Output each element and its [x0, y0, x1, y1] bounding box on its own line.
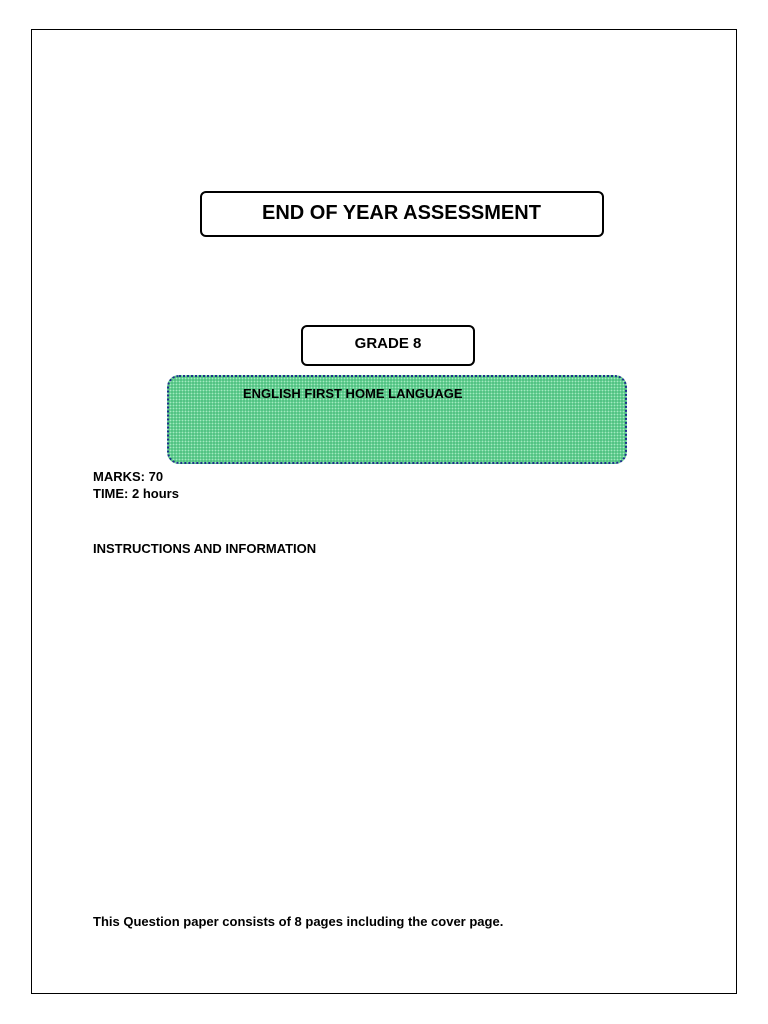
page-count-note: This Question paper consists of 8 pages including the cover page. [93, 914, 504, 929]
marks-label: MARKS: 70 [93, 469, 164, 484]
page-border [31, 29, 737, 994]
assessment-title: END OF YEAR ASSESSMENT [262, 202, 541, 224]
assessment-title-box [200, 191, 604, 237]
grade-label: GRADE 8 [354, 335, 422, 352]
subject-label: ENGLISH FIRST HOME LANGUAGE [243, 386, 463, 401]
subject-box [167, 375, 627, 464]
instructions-heading: INSTRUCTIONS AND INFORMATION [93, 541, 317, 556]
time-label: TIME: 2 hours [93, 486, 179, 501]
grade-box [301, 325, 475, 366]
